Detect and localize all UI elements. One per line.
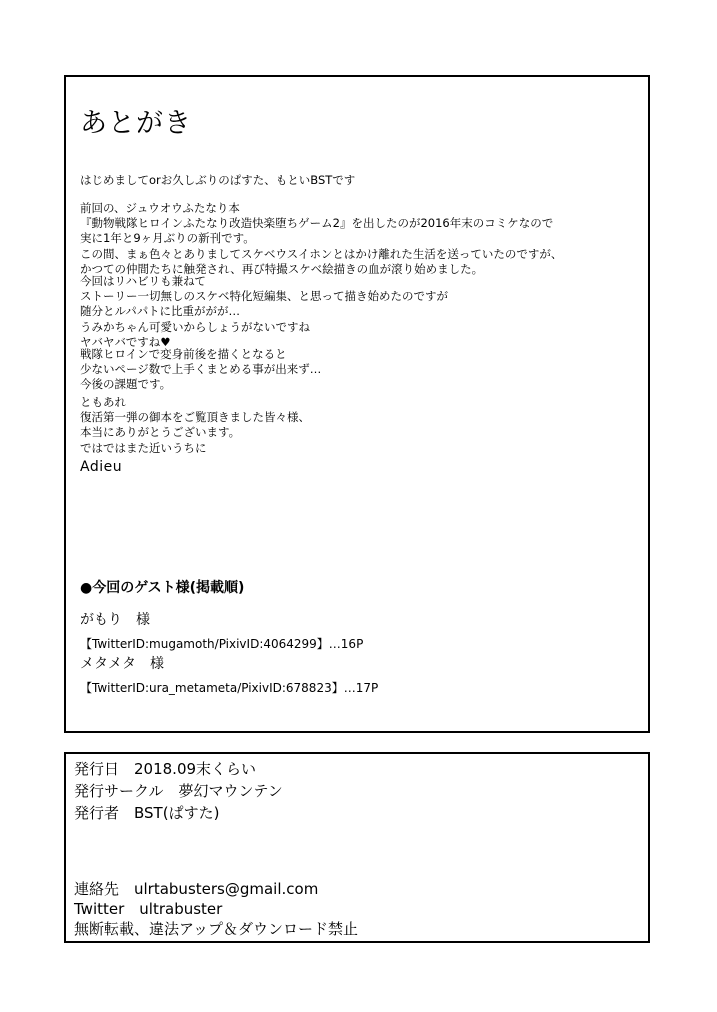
text-line: 今後の課題です。 bbox=[80, 377, 172, 392]
paragraph-3 bbox=[80, 347, 636, 393]
guest-heading: ●今回のゲスト様(掲載順) bbox=[80, 580, 245, 596]
contact-email: 連絡先 ulrtabusters@gmail.com bbox=[74, 880, 319, 898]
text-line: 復活第一弾の御本をご覧頂きました皆々様、 bbox=[80, 410, 310, 425]
greeting-line: はじめましてorお久しぶりのぱすた、もといBSTです bbox=[80, 173, 356, 187]
paragraph-4 bbox=[80, 395, 636, 456]
text-line: 『動物戦隊ヒロインふたなり改造快楽堕ちゲーム2』を出したのが2016年末のコミケなので bbox=[80, 216, 554, 231]
guest-item bbox=[80, 609, 363, 652]
greeting-block bbox=[80, 173, 636, 188]
paragraph-1 bbox=[80, 201, 636, 277]
guest-info: 【TwitterID:mugamoth/PixivID:4064299】…16P bbox=[80, 637, 364, 651]
colophon-box bbox=[64, 752, 650, 943]
publish-date: 発行日 2018.09末くらい bbox=[74, 760, 257, 778]
text-line: 随分とルパパトに比重ががが… bbox=[80, 304, 240, 319]
text-line: ではではまた近いうちに bbox=[80, 440, 207, 455]
text-line: 今回はリハビリも兼ねて bbox=[80, 274, 206, 288]
guest-info: 【TwitterID:ura_metameta/PixivID:678823】…17P bbox=[80, 681, 379, 695]
text-line: ストーリー一切無しのスケベ特化短編集、と思って描き始めたのですが bbox=[80, 289, 448, 304]
text-line: この間、まぁ色々とありましてスケベウスイホンとはかけ離れた生活を送っていたのですが、 bbox=[80, 246, 563, 261]
text-line: かつての仲間たちに触発され、再び特撮スケベ絵描きの血が滾り始めました。 bbox=[80, 261, 484, 276]
guest-name: メタメタ 様 bbox=[80, 656, 164, 672]
guest-item bbox=[80, 653, 378, 696]
twitter-handle: Twitter ultrabuster bbox=[74, 900, 223, 918]
publishing-circle: 発行サークル 夢幻マウンテン bbox=[74, 782, 283, 800]
copyright-notice: 無断転載、違法アップ＆ダウンロード禁止 bbox=[74, 920, 358, 938]
text-line: ともあれ bbox=[80, 395, 126, 409]
publisher: 発行者 BST(ぱすた) bbox=[74, 804, 220, 822]
text-line: 戦隊ヒロインで変身前後を描くとなると bbox=[80, 347, 287, 361]
text-line: 前回の、ジュウオウふたなり本 bbox=[80, 201, 240, 215]
text-line: ヤバヤバですね♥ bbox=[80, 334, 171, 349]
afterword-title: あとがき bbox=[80, 108, 192, 139]
signoff: Adieu bbox=[80, 459, 123, 475]
text-line: 本当にありがとうございます。 bbox=[80, 425, 241, 440]
text-line: 少ないページ数で上手くまとめる事が出来ず… bbox=[80, 362, 322, 377]
guest-name: がもり 様 bbox=[80, 612, 150, 628]
paragraph-2 bbox=[80, 274, 636, 350]
text-line: 実に1年と9ヶ月ぶりの新刊です。 bbox=[80, 231, 255, 246]
text-line: うみかちゃん可愛いからしょうがないですね bbox=[80, 319, 310, 334]
afterword-box bbox=[64, 75, 650, 733]
